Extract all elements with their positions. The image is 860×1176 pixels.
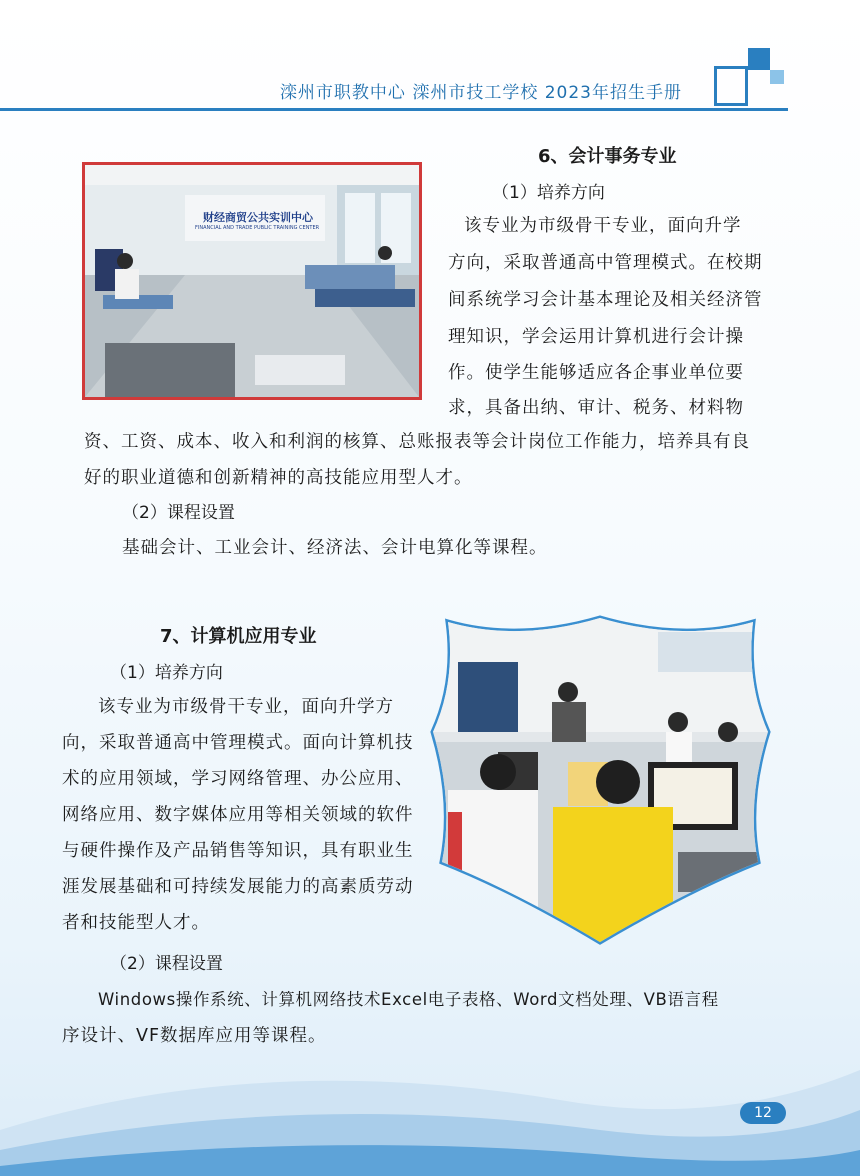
section6-line: 求，具备出纳、审计、税务、材料物 — [448, 398, 744, 418]
header-title: 滦州市职教中心 滦州市技工学校 2023年招生手册 — [279, 83, 682, 103]
section6-title: 6、会计事务专业 — [538, 146, 677, 167]
section6-line: 好的职业道德和创新精神的高技能应用型人才。 — [84, 468, 473, 488]
section6-line: 资、工资、成本、收入和利润的核算、总账报表等会计岗位工作能力，培养具有良 — [84, 432, 750, 452]
page-header — [0, 0, 860, 130]
section7-sub1: （1）培养方向 — [110, 663, 223, 683]
section6-line: 理知识，学会运用计算机进行会计操 — [448, 327, 744, 347]
photo-sign-english: FINANCIAL AND TRADE PUBLIC TRAINING CENTER — [195, 225, 320, 231]
computer-lab-photo — [428, 612, 773, 950]
section7-line: 涯发展基础和可持续发展能力的高素质劳动 — [62, 877, 414, 897]
header-rule — [0, 108, 720, 111]
section6-line: 方向，采取普通高中管理模式。在校期 — [448, 253, 763, 273]
section6-line: 间系统学习会计基本理论及相关经济管 — [448, 290, 763, 310]
section7-title: 7、计算机应用专业 — [160, 626, 317, 647]
section7-line: 术的应用领域，学习网络管理、办公应用、 — [62, 769, 414, 789]
section6-line: 作。使学生能够适应各企事业单位要 — [448, 363, 744, 383]
section6-sub1: （1）培养方向 — [492, 183, 605, 203]
photo-sign-text: 财经商贸公共实训中心 — [203, 211, 313, 224]
section7-sub2: （2）课程设置 — [110, 954, 223, 974]
section7-line: 网络应用、数字媒体应用等相关领域的软件 — [62, 805, 414, 825]
page-number: 12 — [740, 1102, 786, 1124]
section6-courses: 基础会计、工业会计、经济法、会计电算化等课程。 — [122, 538, 548, 558]
header-decoration-icon — [708, 44, 788, 114]
section6-sub2: （2）课程设置 — [122, 503, 235, 523]
accounting-training-photo — [82, 162, 422, 400]
footer-wave-decoration — [0, 1010, 860, 1176]
section6-line: 该专业为市级骨干专业，面向升学 — [464, 216, 742, 236]
section7-line: 该专业为市级骨干专业，面向升学方 — [98, 697, 394, 717]
section7-courses-line: 序设计、VF数据库应用等课程。 — [62, 1026, 327, 1046]
section7-line: 与硬件操作及产品销售等知识，具有职业生 — [62, 841, 414, 861]
section7-line: 者和技能型人才。 — [62, 913, 210, 933]
section7-courses-line: Windows操作系统、计算机网络技术Excel电子表格、Word文档处理、VB语言程 — [98, 990, 719, 1009]
section7-line: 向，采取普通高中管理模式。面向计算机技 — [62, 733, 414, 753]
